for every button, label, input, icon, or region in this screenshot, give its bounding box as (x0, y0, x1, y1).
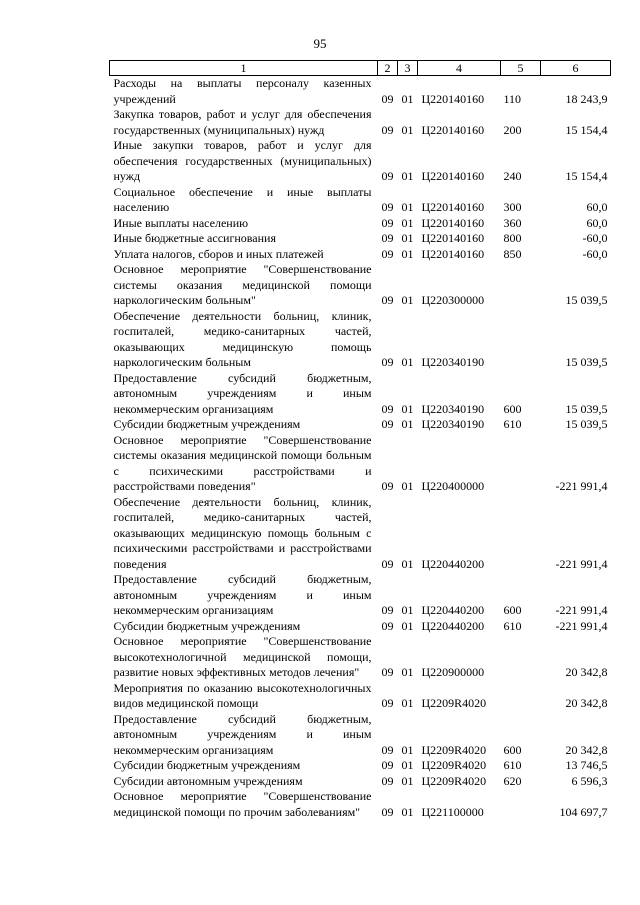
row-name: Обеспечение деятельности больниц, клиник, госпиталей, медико-санитарных частей, оказывающих медицинскую помощь больным с психическими расстройствами и расстройствами поведения (113, 494, 372, 571)
row-subsection: 01 (401, 696, 414, 710)
row-expense-type (501, 681, 541, 712)
row-target-article: Ц2209R4020 (421, 696, 487, 710)
row-subsection: 01 (401, 231, 414, 245)
row-expense-type: 610 (503, 758, 522, 772)
row-amount: -221 991,4 (555, 618, 608, 633)
row-target-article: Ц220140160 (421, 122, 485, 137)
row-target-article: Ц220140160 (421, 200, 485, 214)
row-section: 09 (381, 417, 394, 431)
row-name: Субсидии бюджетным учреждениям (113, 758, 301, 772)
row-subsection: 01 (401, 246, 414, 261)
row-subsection: 01 (401, 417, 414, 431)
row-amount: 13 746,5 (565, 758, 608, 772)
row-amount: -221 991,4 (555, 603, 608, 617)
row-expense-type: 600 (503, 603, 522, 617)
table-row (110, 433, 611, 495)
table-row (110, 495, 611, 573)
table-row (110, 572, 611, 619)
row-amount: -221 991,4 (555, 479, 608, 493)
row-target-article: Ц220140160 (421, 215, 485, 230)
row-expense-type: 800 (503, 231, 522, 245)
row-expense-type: 620 (503, 773, 522, 788)
row-target-article: Ц220340190 (421, 355, 485, 369)
row-subsection: 01 (401, 401, 414, 416)
row-name: Уплата налогов, сборов и иных платежей (113, 246, 324, 261)
row-expense-type (501, 433, 541, 495)
row-section: 09 (381, 169, 394, 183)
row-target-article: Ц2209R4020 (421, 742, 487, 757)
header-col-3: 3 (398, 61, 418, 76)
table-row (110, 634, 611, 681)
row-section: 09 (381, 122, 394, 137)
row-section: 09 (381, 246, 394, 261)
row-section: 09 (381, 293, 394, 307)
row-amount: 15 039,5 (565, 401, 608, 416)
row-name: Предоставление субсидий бюджетным, автономным учреждениям и иным некоммерческим организациям (113, 370, 372, 416)
table-row (110, 789, 611, 820)
row-expense-type: 200 (503, 122, 522, 137)
row-subsection: 01 (401, 215, 414, 230)
row-expense-type: 240 (503, 169, 522, 183)
row-expense-type (501, 495, 541, 573)
row-target-article: Ц220340190 (421, 417, 485, 431)
row-amount: 18 243,9 (565, 91, 608, 106)
table-row (110, 681, 611, 712)
row-name: Основное мероприятие "Совершенствование высокотехнологичной медицинской помощи, развитие новых эффективных методов лечения" (113, 634, 372, 679)
row-target-article: Ц220140160 (421, 169, 485, 183)
row-section: 09 (381, 231, 394, 245)
header-col-1: 1 (110, 61, 378, 76)
row-name: Иные закупки товаров, работ и услуг для обеспечения государственных (муниципальных) нужд (113, 138, 372, 183)
table-row (110, 774, 611, 790)
row-expense-type: 110 (503, 91, 522, 106)
row-amount: 6 596,3 (571, 773, 608, 788)
table-row (110, 138, 611, 185)
row-name: Субсидии автономным учреждениям (113, 773, 303, 788)
header-col-5: 5 (501, 61, 541, 76)
row-name: Мероприятия по оказанию высокотехнологичных видов медицинской помощи (113, 680, 372, 710)
table-row (110, 712, 611, 759)
row-name: Иные выплаты населению (113, 215, 249, 230)
row-amount: 15 154,4 (565, 169, 608, 183)
row-expense-type (501, 309, 541, 371)
table-row (110, 247, 611, 263)
row-section: 09 (381, 479, 394, 493)
row-target-article: Ц220340190 (421, 401, 485, 416)
row-amount: 20 342,8 (565, 696, 608, 710)
row-target-article: Ц220400000 (421, 479, 485, 493)
row-expense-type: 300 (503, 200, 522, 214)
row-name: Основное мероприятие "Совершенствование системы оказания медицинской помощи наркологическим больным" (113, 262, 372, 307)
budget-table (109, 60, 611, 820)
row-subsection: 01 (401, 169, 414, 183)
table-header (110, 61, 611, 76)
row-name: Иные бюджетные ассигнования (113, 231, 276, 245)
table-row (110, 619, 611, 635)
row-target-article: Ц220440200 (421, 556, 485, 571)
row-subsection: 01 (401, 773, 414, 788)
header-col-6: 6 (541, 61, 611, 76)
row-subsection: 01 (401, 122, 414, 137)
row-section: 09 (381, 665, 394, 679)
row-target-article: Ц220140160 (421, 246, 485, 261)
row-expense-type (501, 789, 541, 820)
row-section: 09 (381, 618, 394, 633)
row-name: Обеспечение деятельности больниц, клиник, госпиталей, медико-санитарных частей, оказывающих медицинскую помощь наркологическим больным (113, 308, 372, 369)
row-name: Основное мероприятие "Совершенствование медицинской помощи по прочим заболеваниям" (113, 789, 372, 819)
row-subsection: 01 (401, 665, 414, 679)
row-target-article: Ц2209R4020 (421, 773, 487, 788)
row-section: 09 (381, 696, 394, 710)
row-section: 09 (381, 773, 394, 788)
row-target-article: Ц220140160 (421, 91, 485, 106)
row-name: Социальное обеспечение и иные выплаты населению (113, 184, 372, 214)
row-name: Закупка товаров, работ и услуг для обеспечения государственных (муниципальных) нужд (113, 107, 372, 137)
table-row (110, 758, 611, 774)
row-section: 09 (381, 758, 394, 772)
row-amount: 15 154,4 (565, 122, 608, 137)
row-section: 09 (381, 215, 394, 230)
row-amount: 104 697,7 (559, 804, 608, 819)
row-subsection: 01 (401, 618, 414, 633)
row-target-article: Ц220440200 (421, 618, 485, 633)
row-amount: 60,0 (586, 200, 608, 214)
header-row (110, 61, 611, 76)
row-section: 09 (381, 401, 394, 416)
row-amount: 15 039,5 (565, 355, 608, 369)
row-section: 09 (381, 804, 394, 819)
row-name: Субсидии бюджетным учреждениям (113, 618, 301, 633)
row-subsection: 01 (401, 200, 414, 214)
table-row (110, 371, 611, 418)
row-subsection: 01 (401, 804, 414, 819)
row-subsection: 01 (401, 742, 414, 757)
row-subsection: 01 (401, 479, 414, 493)
table-row (110, 231, 611, 247)
row-target-article: Ц220300000 (421, 293, 485, 307)
row-target-article: Ц2209R4020 (421, 758, 487, 772)
table-body (110, 76, 611, 821)
row-section: 09 (381, 91, 394, 106)
row-name: Основное мероприятие "Совершенствование системы оказания медицинской помощи больным с психическими расстройствами и расстройствами поведения" (113, 432, 372, 493)
row-subsection: 01 (401, 293, 414, 307)
row-section: 09 (381, 603, 394, 617)
header-col-4: 4 (418, 61, 501, 76)
row-expense-type: 360 (503, 215, 522, 230)
row-amount: 60,0 (586, 215, 608, 230)
row-expense-type: 600 (503, 401, 522, 416)
row-section: 09 (381, 355, 394, 369)
row-target-article: Ц220140160 (421, 231, 485, 245)
table-row (110, 76, 611, 108)
row-subsection: 01 (401, 91, 414, 106)
row-subsection: 01 (401, 758, 414, 772)
header-col-2: 2 (378, 61, 398, 76)
row-expense-type (501, 634, 541, 681)
row-expense-type (501, 262, 541, 309)
table-row (110, 185, 611, 216)
row-section: 09 (381, 742, 394, 757)
row-amount: 20 342,8 (565, 742, 608, 757)
row-expense-type: 610 (503, 618, 522, 633)
row-amount: 15 039,5 (565, 293, 608, 307)
row-subsection: 01 (401, 603, 414, 617)
table-row (110, 309, 611, 371)
row-name: Предоставление субсидий бюджетным, автономным учреждениям и иным некоммерческим организациям (113, 711, 372, 757)
row-target-article: Ц220900000 (421, 665, 485, 679)
row-subsection: 01 (401, 556, 414, 571)
row-amount: 20 342,8 (565, 665, 608, 679)
table-row (110, 216, 611, 232)
row-target-article: Ц220440200 (421, 603, 485, 617)
row-amount: -60,0 (582, 231, 608, 245)
row-amount: -60,0 (582, 246, 608, 261)
row-section: 09 (381, 200, 394, 214)
row-amount: -221 991,4 (555, 556, 608, 571)
row-target-article: Ц221100000 (421, 804, 484, 819)
table-row (110, 107, 611, 138)
row-amount: 15 039,5 (565, 417, 608, 431)
row-subsection: 01 (401, 355, 414, 369)
row-name: Расходы на выплаты персоналу казенных учреждений (113, 76, 372, 106)
row-expense-type: 850 (503, 246, 522, 261)
row-name: Субсидии бюджетным учреждениям (113, 417, 301, 431)
page-number: 95 (313, 36, 327, 51)
row-expense-type: 600 (503, 742, 522, 757)
row-section: 09 (381, 556, 394, 571)
row-expense-type: 610 (503, 417, 522, 431)
table-row (110, 417, 611, 433)
row-name: Предоставление субсидий бюджетным, автономным учреждениям и иным некоммерческим организациям (113, 572, 372, 617)
table-row (110, 262, 611, 309)
